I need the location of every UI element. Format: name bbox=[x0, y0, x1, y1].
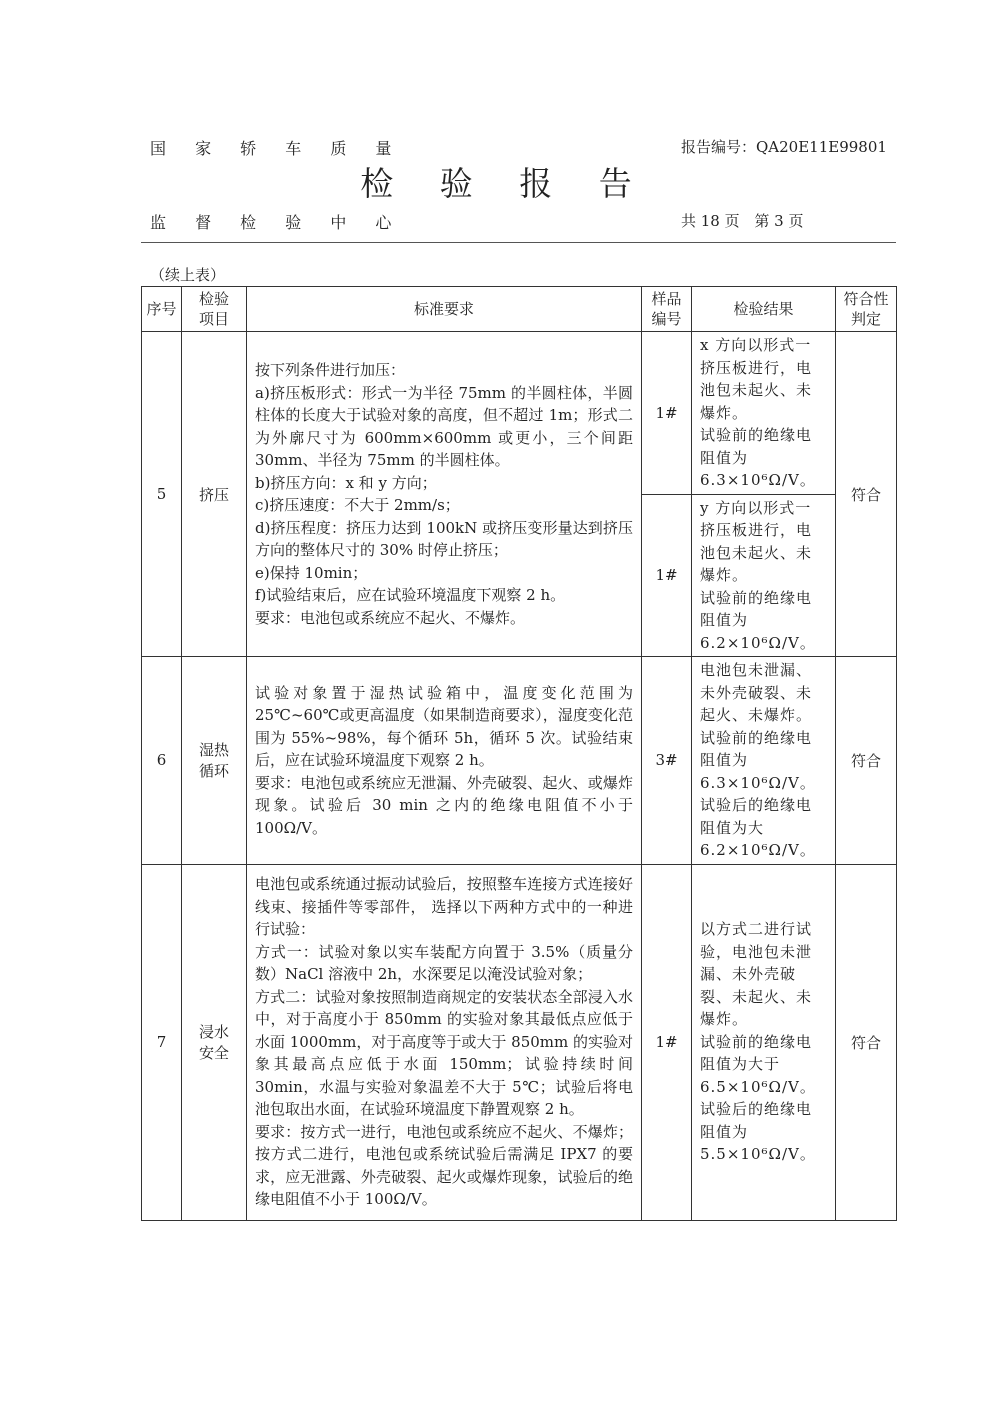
col-header-sample: 样品编号 bbox=[642, 287, 692, 332]
test-item: 挤压 bbox=[182, 332, 247, 657]
col-header-item: 检验项目 bbox=[182, 287, 247, 332]
page-number: 第 3 页 bbox=[754, 212, 804, 230]
header-divider bbox=[141, 242, 896, 243]
col-header-standard: 标准要求 bbox=[247, 287, 642, 332]
test-result: y 方向以形式一挤压板进行，电池包未起火、未爆炸。 试验前的绝缘电阻值为 6.2×10⁶Ω/V。 bbox=[692, 494, 836, 657]
col-header-verdict: 符合性判定 bbox=[836, 287, 897, 332]
standard-requirement: 试验对象置于湿热试验箱中，温度变化范围为 25℃~60℃或更高温度（如果制造商要求），湿度变化范围为 55%~98%，每个循环 5h，循环 5 次。试验结束后，应在试验环境温度下观察 2 h。 要求：电池包或系统应无泄漏、外壳破裂、起火、或爆炸现象。试验后 30 min 之内的绝缘电阻值不小于 100Ω/V。 bbox=[247, 657, 642, 865]
table-row bbox=[142, 332, 897, 495]
sample-number: 3# bbox=[642, 657, 692, 865]
sample-number: 1# bbox=[642, 332, 692, 495]
col-header-no: 序号 bbox=[142, 287, 182, 332]
test-result: 电池包未泄漏、未外壳破裂、未起火、未爆炸。 试验前的绝缘电阻值为 6.3×10⁶Ω/V。试验后的绝缘电阻值为大 6.2×10⁶Ω/V。 bbox=[692, 657, 836, 865]
verdict: 符合 bbox=[836, 657, 897, 865]
col-header-result: 检验结果 bbox=[692, 287, 836, 332]
row-number: 7 bbox=[142, 864, 182, 1220]
org-name-line1: 国 家 轿 车 质 量 bbox=[150, 139, 404, 158]
table-header-row bbox=[142, 287, 897, 332]
standard-requirement: 按下列条件进行加压： a)挤压板形式：形式一为半径 75mm 的半圆柱体，半圆柱体的长度大于试验对象的高度，但不超过 1m；形式二为外廓尺寸为 600mm×600mm 或更小，三个间距 30mm、半径为 75mm 的半圆柱体。 b)挤压方向：x 和 y 方向； c)挤压速度：不大于 2mm/s； d)挤压程度：挤压力达到 100kN 或挤压变形量达到挤压方向的整体尺寸的 30% 时停止挤压； e)保持 10min； f)试验结束后，应在试验环境温度下观察 2 h。 要求：电池包或系统应不起火、不爆炸。 bbox=[247, 332, 642, 657]
continued-label: （续上表） bbox=[150, 266, 226, 284]
org-name-line2: 监 督 检 验 中 心 bbox=[150, 213, 404, 232]
document-title: 检 验 报 告 bbox=[360, 164, 650, 203]
verdict: 符合 bbox=[836, 864, 897, 1220]
report-number: 报告编号：QA20E11E99801 bbox=[681, 138, 887, 156]
row-number: 6 bbox=[142, 657, 182, 865]
inspection-table bbox=[141, 286, 897, 1221]
sample-number: 1# bbox=[642, 494, 692, 657]
test-result: 以方式二进行试验，电池包未泄漏、未外壳破裂、未起火、未爆炸。 试验前的绝缘电阻值为大于 6.5×10⁶Ω/V。试验后的绝缘电阻值为 5.5×10⁶Ω/V。 bbox=[692, 864, 836, 1220]
test-result: x 方向以形式一挤压板进行，电池包未起火、未爆炸。 试验前的绝缘电阻值为 6.3×10⁶Ω/V。 bbox=[692, 332, 836, 495]
table-row bbox=[142, 657, 897, 865]
row-number: 5 bbox=[142, 332, 182, 657]
sample-number: 1# bbox=[642, 864, 692, 1220]
total-pages: 共 18 页 bbox=[681, 212, 740, 230]
test-item: 浸水安全 bbox=[182, 864, 247, 1220]
verdict: 符合 bbox=[836, 332, 897, 657]
table-row bbox=[142, 864, 897, 1220]
page-counter bbox=[681, 210, 814, 231]
standard-requirement: 电池包或系统通过振动试验后，按照整车连接方式连接好线束、接插件等零部件， 选择以下两种方式中的一种进行试验： 方式一：试验对象以实车装配方向置于 3.5%（质量分数）NaCl 溶液中 2h，水深要足以淹没试验对象； 方式二：试验对象按照制造商规定的安装状态全部浸入水中，对于高度小于 850mm 的实验对象其最低点应低于水面 1000mm，对于高度等于或大于 850mm 的实验对象其最高点应低于水面 150mm；试验持续时间 30min，水温与实验对象温差不大于 5℃；试验后将电池包取出水面，在试验环境温度下静置观察 2 h。 要求：按方式一进行，电池包或系统应不起火、不爆炸；按方式二进行，电池包或系统试验后需满足 IPX7 的要求，应无泄露、外壳破裂、起火或爆炸现象，试验后的绝缘电阻值不小于 100Ω/V。 bbox=[247, 864, 642, 1220]
test-item: 湿热循环 bbox=[182, 657, 247, 865]
